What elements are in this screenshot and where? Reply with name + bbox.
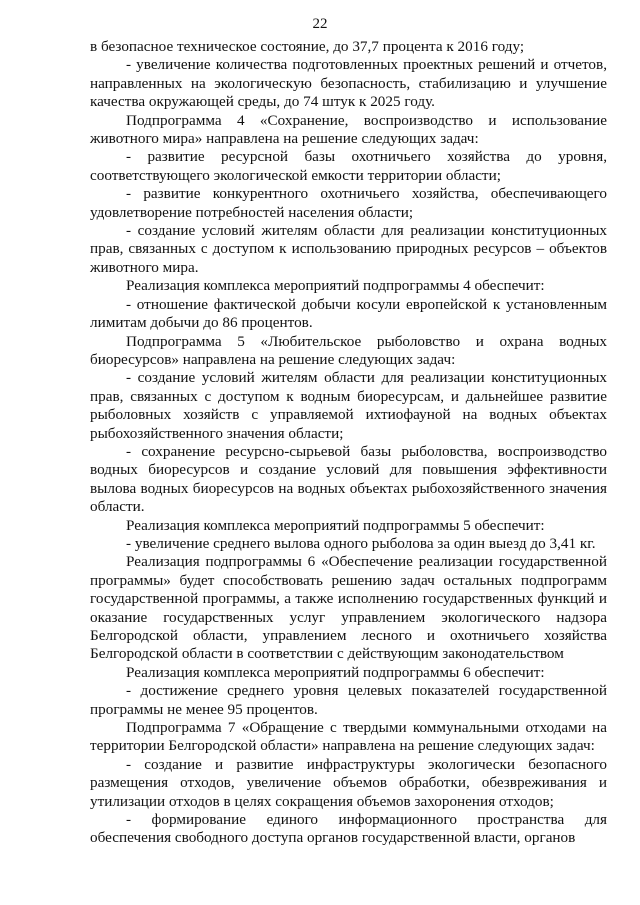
paragraph: - формирование единого информационного пространства для обеспечения свободного доступа органов государственной власти, органов <box>90 811 607 847</box>
paragraph: Реализация комплекса мероприятий подпрограммы 4 обеспечит: <box>126 277 545 295</box>
document-body <box>90 38 607 848</box>
paragraph: - развитие ресурсной базы охотничьего хозяйства до уровня, соответствующего экологической емкости территории области; <box>90 148 607 184</box>
page-number: 22 <box>312 16 328 32</box>
paragraph: Подпрограмма 7 «Обращение с твердыми коммунальными отходами на территории Белгородской области» направлена на решение следующих задач: <box>90 719 607 755</box>
paragraph: Реализация комплекса мероприятий подпрограммы 5 обеспечит: <box>126 516 545 534</box>
paragraph: - сохранение ресурсно-сырьевой базы рыболовства, воспроизводство водных биоресурсов и создание условий для повышения эффективности вылова водных биоресурсов на водных объектах рыбохозяйственного значения области. <box>90 442 607 516</box>
paragraph: - увеличение среднего вылова одного рыболова за один выезд до 3,41 кг. <box>126 534 596 552</box>
paragraph: - создание и развитие инфраструктуры экологически безопасного размещения отходов, увеличение объемов обработки, обезвреживания и утилизации отходов в целях сокращения объемов захоронения отходов; <box>90 755 607 810</box>
paragraph: - создание условий жителям области для реализации конституционных прав, связанных с доступом к водным биоресурсам, и дальнейшее развитие рыболовных хозяйств с управляемой ихтиофауной на водных объектах рыбохозяйственного значения области; <box>90 369 607 442</box>
paragraph: - увеличение количества подготовленных проектных решений и отчетов, направленных на экологическую безопасность, стабилизацию и улучшение качества окружающей среды, до 74 штук к 2025 году. <box>90 56 607 111</box>
paragraph: Подпрограмма 5 «Любительское рыболовство и охрана водных биоресурсов» направлена на решение следующих задач: <box>90 332 607 368</box>
paragraph: - отношение фактической добычи косули европейской к установленным лимитам добычи до 86 процентов. <box>90 295 607 332</box>
paragraph: - развитие конкурентного охотничьего хозяйства, обеспечивающего удовлетворение потребностей населения области; <box>90 185 607 221</box>
paragraph: Подпрограмма 4 «Сохранение, воспроизводство и использование животного мира» направлена на решение следующих задач: <box>90 111 607 148</box>
paragraph: Реализация подпрограммы 6 «Обеспечение реализации государственной программы» будет способствовать решению задач остальных подпрограмм государственной программы, а также исполнению государственных функций и оказание государственных услуг управлением экологического надзора Белгородской области, управлением лесного и охотничьего хозяйства Белгородской области в соответствии с действующим законодательством <box>90 553 607 663</box>
paragraph: - достижение среднего уровня целевых показателей государственной программы не менее 95 процентов. <box>90 682 607 718</box>
paragraph: Реализация комплекса мероприятий подпрограммы 6 обеспечит: <box>126 663 545 681</box>
paragraph: в безопасное техническое состояние, до 37,7 процента к 2016 году; <box>90 38 525 55</box>
paragraph: - создание условий жителям области для реализации конституционных прав, связанных с доступом к использованию природных ресурсов – объектов животного мира. <box>90 222 607 276</box>
